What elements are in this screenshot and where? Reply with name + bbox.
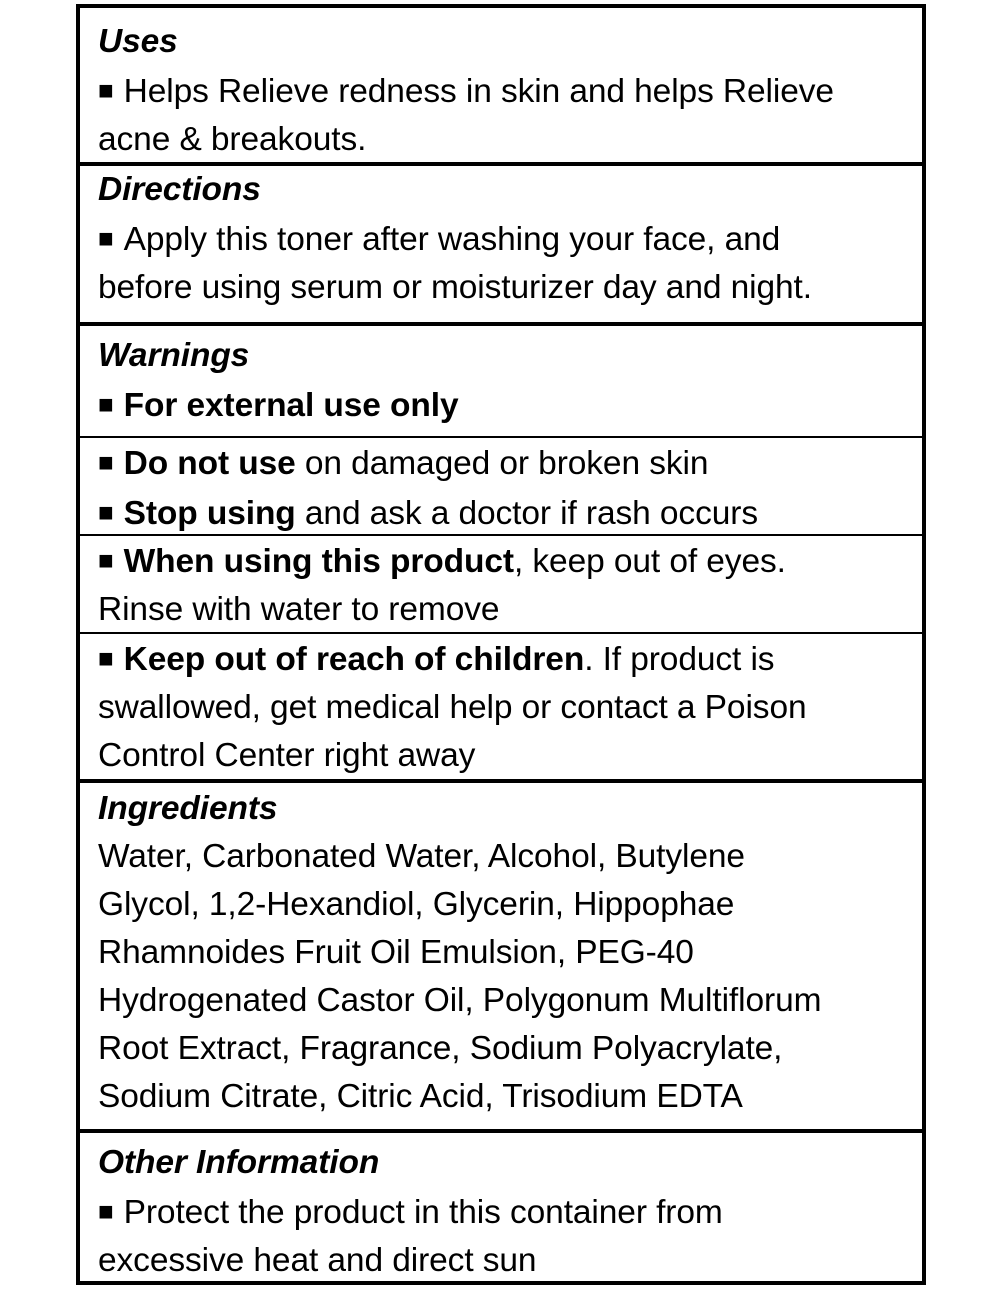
bullet-icon: ■ [98, 643, 114, 673]
drug-facts-label [76, 4, 926, 1285]
ingredients-title: Ingredients [98, 790, 278, 827]
directions-section [80, 162, 922, 312]
warning-keep-out-block [80, 632, 922, 780]
other-information-title: Other Information [98, 1144, 380, 1181]
warning-when-using-line-2: Rinse with water to remove [98, 591, 500, 628]
bullet-icon: ■ [98, 1196, 114, 1226]
bullet-icon: ■ [98, 75, 114, 105]
ingredients-line-4: Hydrogenated Castor Oil, Polygonum Multiflorum [98, 982, 822, 1019]
directions-line-1: ■ Apply this toner after washing your face, and [98, 221, 781, 258]
directions-title: Directions [98, 171, 261, 208]
other-information-line-1: ■ Protect the product in this container from [98, 1194, 723, 1231]
uses-line-2: acne & breakouts. [98, 121, 367, 158]
warning-when-using: ■ When using this product, keep out of eyes. [98, 543, 786, 580]
uses-line-1: ■ Helps Relieve redness in skin and helps Relieve [98, 73, 834, 110]
bullet-icon: ■ [98, 223, 114, 253]
other-information-section [80, 1129, 922, 1285]
bullet-icon: ■ [98, 447, 114, 477]
warning-do-not-use: ■ Do not use on damaged or broken skin [98, 445, 709, 482]
ingredients-line-2: Glycol, 1,2-Hexandiol, Glycerin, Hippophae [98, 886, 735, 923]
warning-external-use: ■ For external use only [98, 387, 459, 424]
warnings-title: Warnings [98, 337, 250, 374]
bullet-icon: ■ [98, 389, 114, 419]
ingredients-section [80, 779, 922, 1121]
warning-keep-out: ■ Keep out of reach of children. If product is [98, 641, 775, 678]
warning-do-not-use-block [80, 436, 922, 538]
other-information-line-2: excessive heat and direct sun [98, 1242, 537, 1279]
warnings-section [80, 322, 922, 430]
warning-keep-out-line-3: Control Center right away [98, 737, 476, 774]
ingredients-line-3: Rhamnoides Fruit Oil Emulsion, PEG-40 [98, 934, 694, 971]
warning-keep-out-line-2: swallowed, get medical help or contact a Poison [98, 689, 807, 726]
bullet-icon: ■ [98, 497, 114, 527]
bullet-icon: ■ [98, 545, 114, 575]
ingredients-line-6: Sodium Citrate, Citric Acid, Trisodium EDTA [98, 1078, 743, 1115]
warning-stop-using: ■ Stop using and ask a doctor if rash occurs [98, 495, 758, 532]
ingredients-line-5: Root Extract, Fragrance, Sodium Polyacrylate, [98, 1030, 783, 1067]
warning-when-using-block [80, 534, 922, 634]
uses-section [80, 18, 922, 164]
ingredients-line-1: Water, Carbonated Water, Alcohol, Butylene [98, 838, 745, 875]
uses-title: Uses [98, 23, 178, 60]
directions-line-2: before using serum or moisturizer day and night. [98, 269, 812, 306]
